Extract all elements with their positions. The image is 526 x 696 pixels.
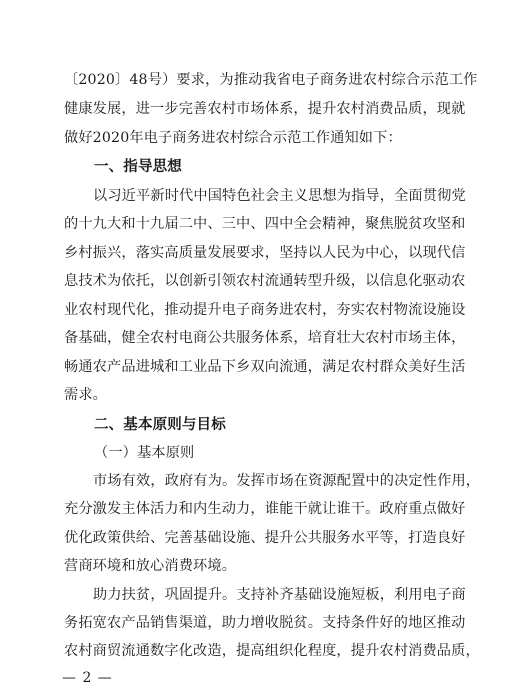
section-heading: 一、指导思想 xyxy=(94,159,182,175)
section-heading: 二、基本原则与目标 xyxy=(94,417,226,433)
text-line: 务拓宽农产品销售渠道，助力增收脱贫。支持条件好的地区推动 xyxy=(64,615,466,631)
page-number: — 2 — xyxy=(62,670,113,686)
text-line: 健康发展，进一步完善农村市场体系，提升农村消费品质，现就 xyxy=(64,101,466,117)
text-line: 以习近平新时代中国特色社会主义思想为指导，全面贯彻党 xyxy=(93,188,466,204)
text-line: 畅通农产品进城和工业品下乡双向流通，满足农村群众美好生活 xyxy=(64,359,466,375)
subsection-heading: （一）基本原则 xyxy=(94,445,195,461)
text-line: 优化政策供给、完善基础设施、提升公共服务水平等，打造良好 xyxy=(64,530,466,546)
text-line: 的十九大和十九届二中、三中、四中全会精神，聚焦脱贫攻坚和 xyxy=(64,216,466,232)
text-line: 助力扶贫，巩固提升。支持补齐基础设施短板，利用电子商 xyxy=(93,587,466,603)
text-line: 充分激发主体活力和内生动力，谁能干就让谁干。政府重点做好 xyxy=(64,501,466,517)
text-line: 〔2020〕48号）要求，为推动我省电子商务进农村综合示范工作 xyxy=(64,72,478,88)
text-line: 农村商贸流通数字化改造，提高组织化程度，提升农村消费品质， xyxy=(64,643,480,659)
text-line: 息技术为依托，以创新引领农村流通转型升级，以信息化驱动农 xyxy=(64,273,466,289)
text-line: 业农村现代化，推动提升电子商务进农村，夯实农村物流设施设 xyxy=(64,302,466,318)
text-line: 备基础，健全农村电商公共服务体系，培育壮大农村市场主体， xyxy=(64,330,466,346)
text-line: 需求。 xyxy=(64,387,108,403)
text-line: 乡村振兴，落实高质量发展要求，坚持以人民为中心，以现代信 xyxy=(64,245,466,261)
text-line: 做好2020年电子商务进农村综合示范工作通知如下： xyxy=(64,130,402,146)
text-line: 市场有效，政府有为。发挥市场在资源配置中的决定性作用， xyxy=(93,473,481,489)
text-line: 营商环境和放心消费环境。 xyxy=(64,558,237,574)
